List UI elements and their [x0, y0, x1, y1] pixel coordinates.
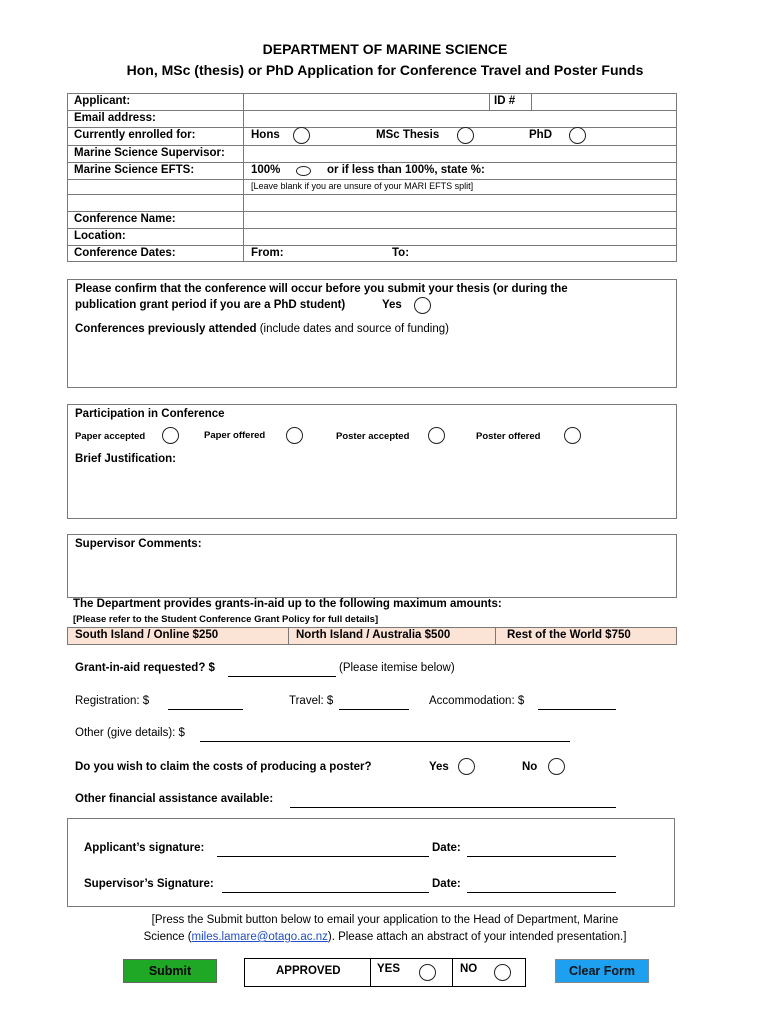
applicant-field[interactable]: [244, 94, 488, 109]
grant-requested-label: Grant-in-aid requested? $: [75, 662, 215, 674]
efts-label: Marine Science EFTS:: [74, 164, 195, 176]
confirm-yes-radio[interactable]: [414, 297, 431, 314]
approved-label: APPROVED: [276, 965, 341, 977]
supervisor-field[interactable]: [244, 146, 676, 161]
paper-offered-radio[interactable]: [286, 427, 303, 444]
applicant-date-label: Date:: [432, 842, 461, 854]
poster-accepted-radio[interactable]: [428, 427, 445, 444]
grant-requested-field[interactable]: [228, 676, 336, 677]
poster-offered-radio[interactable]: [564, 427, 581, 444]
form-title: Hon, MSc (thesis) or PhD Application for Conference Travel and Poster Funds: [126, 62, 644, 78]
supervisor-signature-label: Supervisor’s Signature:: [84, 878, 214, 890]
efts-note: [Leave blank if you are unsure of your MARI EFTS split]: [251, 181, 474, 191]
location-field[interactable]: [244, 229, 676, 244]
hons-label: Hons: [251, 129, 280, 141]
poster-offered-label: Poster offered: [476, 431, 541, 442]
grants-info-line1: The Department provides grants-in-aid up to the following maximum amounts:: [73, 598, 502, 610]
phd-label: PhD: [529, 129, 552, 141]
supervisor-date-field[interactable]: [467, 892, 616, 893]
submit-button[interactable]: Submit: [123, 959, 217, 983]
applicant-date-field[interactable]: [467, 856, 616, 857]
signatures-box: [67, 818, 675, 907]
grant-north-island: North Island / Australia $500: [296, 629, 451, 641]
accommodation-field[interactable]: [538, 709, 616, 710]
from-field[interactable]: [288, 246, 388, 261]
from-label: From:: [251, 247, 284, 259]
paper-offered-label: Paper offered: [204, 430, 266, 441]
poster-question: Do you wish to claim the costs of producing a poster?: [75, 761, 372, 773]
supervisor-label: Marine Science Supervisor:: [74, 147, 225, 159]
email-link[interactable]: miles.lamare@otago.ac.nz: [191, 931, 328, 943]
id-label: ID #: [494, 95, 516, 107]
efts-less-label: or if less than 100%, state %:: [327, 164, 485, 176]
to-field[interactable]: [412, 246, 676, 261]
poster-yes-label: Yes: [429, 761, 449, 773]
other-financial-label: Other financial assistance available:: [75, 793, 274, 805]
applicant-signature-label: Applicant’s signature:: [84, 842, 205, 854]
applicant-signature-field[interactable]: [217, 856, 429, 857]
other-details-field[interactable]: [200, 741, 570, 742]
applicant-label: Applicant:: [74, 95, 131, 107]
accommodation-label: Accommodation: $: [429, 695, 525, 707]
conference-name-label: Conference Name:: [74, 213, 176, 225]
efts-100-radio[interactable]: [296, 166, 311, 176]
supervisor-date-label: Date:: [432, 878, 461, 890]
supervisor-comments-field[interactable]: [70, 555, 674, 595]
department-title: DEPARTMENT OF MARINE SCIENCE: [262, 41, 508, 57]
grant-rest-of-world: Rest of the World $750: [507, 629, 631, 641]
submit-instructions-line1: [Press the Submit button below to email your application to the Head of Department, Marine: [151, 914, 619, 926]
justification-label: Brief Justification:: [75, 453, 176, 465]
poster-accepted-label: Poster accepted: [336, 431, 410, 442]
registration-label: Registration: $: [75, 695, 150, 707]
grants-info-line2: [Please refer to the Student Conference Grant Policy for full details]: [73, 614, 379, 625]
hons-radio[interactable]: [293, 127, 310, 144]
poster-no-radio[interactable]: [548, 758, 565, 775]
approved-no-radio[interactable]: [494, 964, 511, 981]
msc-radio[interactable]: [457, 127, 474, 144]
previous-conferences-field[interactable]: [70, 340, 674, 384]
participation-heading: Participation in Conference: [75, 408, 225, 420]
itemise-note: (Please itemise below): [339, 662, 455, 674]
other-details-label: Other (give details): $: [75, 727, 185, 739]
submit-instructions-line2: Science (miles.lamare@otago.ac.nz). Please attach an abstract of your intended presentation.]: [143, 931, 627, 943]
enrolled-label: Currently enrolled for:: [74, 129, 196, 141]
conference-name-field[interactable]: [244, 212, 676, 227]
registration-field[interactable]: [168, 709, 243, 710]
poster-no-label: No: [522, 761, 538, 773]
approved-yes-radio[interactable]: [419, 964, 436, 981]
location-label: Location:: [74, 230, 126, 242]
dates-label: Conference Dates:: [74, 247, 176, 259]
efts-100-label: 100%: [251, 164, 281, 176]
confirm-line2: publication grant period if you are a PhD student): [75, 299, 346, 311]
email-field[interactable]: [244, 111, 676, 126]
email-label: Email address:: [74, 112, 156, 124]
previous-conferences-label: Conferences previously attended (include dates and source of funding): [75, 323, 449, 335]
to-label: To:: [392, 247, 410, 259]
phd-radio[interactable]: [569, 127, 586, 144]
travel-label: Travel: $: [289, 695, 334, 707]
paper-accepted-radio[interactable]: [162, 427, 179, 444]
other-financial-field[interactable]: [290, 807, 616, 808]
grant-south-island: South Island / Online $250: [75, 629, 219, 641]
supervisor-comments-label: Supervisor Comments:: [75, 538, 202, 550]
poster-yes-radio[interactable]: [458, 758, 475, 775]
paper-accepted-label: Paper accepted: [75, 431, 146, 442]
id-field[interactable]: [532, 94, 676, 109]
approved-no-label: NO: [460, 963, 478, 975]
supervisor-signature-field[interactable]: [222, 892, 429, 893]
confirm-yes-label: Yes: [382, 299, 402, 311]
justification-field[interactable]: [70, 470, 674, 515]
approved-yes-label: YES: [377, 963, 401, 975]
clear-form-button[interactable]: Clear Form: [555, 959, 649, 983]
msc-label: MSc Thesis: [376, 129, 440, 141]
travel-field[interactable]: [339, 709, 409, 710]
confirm-line1: Please confirm that the conference will occur before you submit your thesis (or during the: [75, 283, 568, 295]
